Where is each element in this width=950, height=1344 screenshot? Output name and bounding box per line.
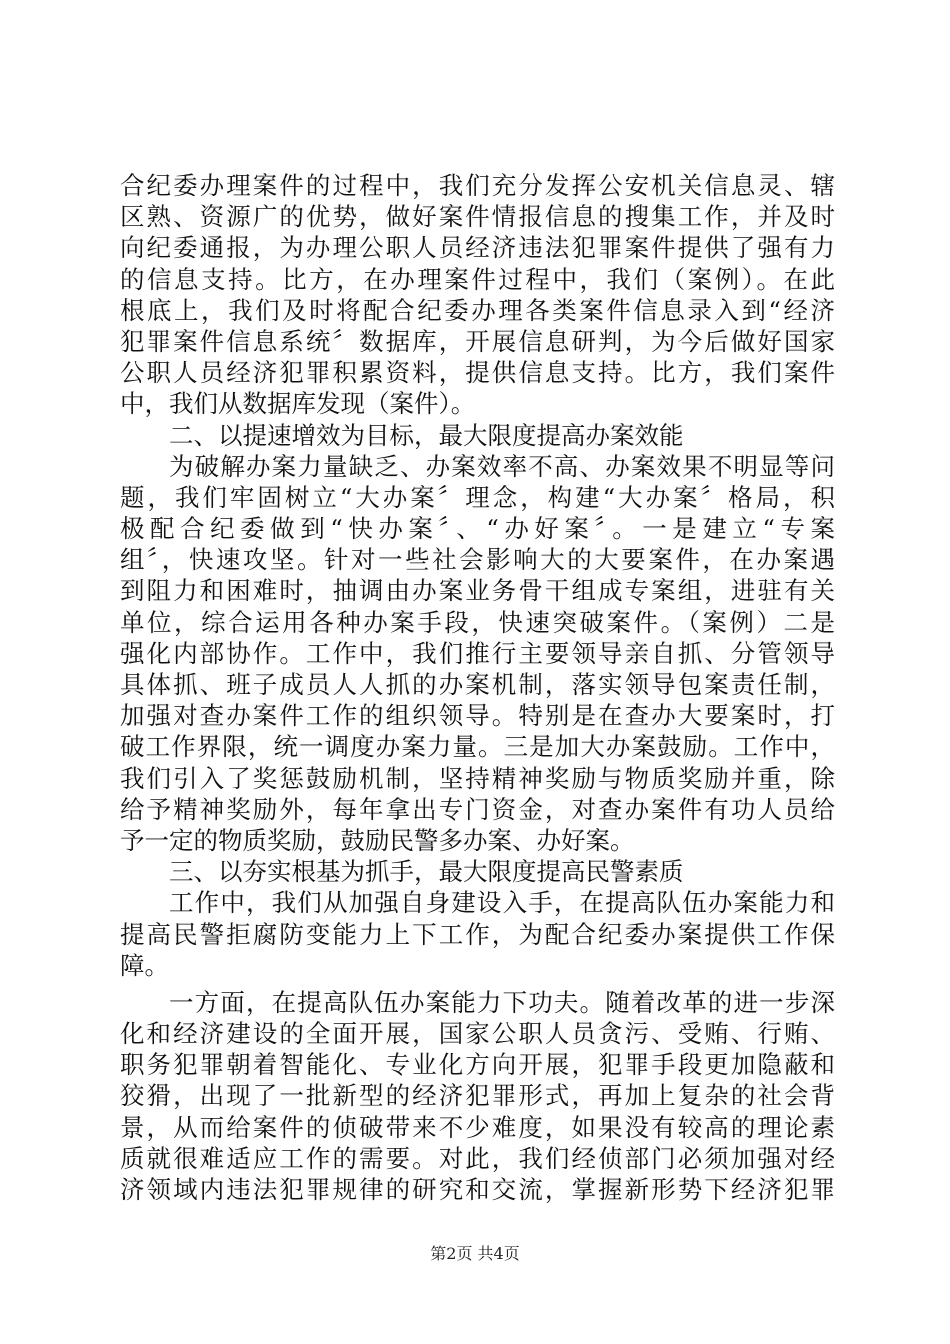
text-line: 题，我们牢固树立“大办案〞理念，构建“大办案〞格局，积 <box>120 482 835 512</box>
text-line: 职务犯罪朝着智能化、专业化方向开展，犯罪手段更加隐蔽和 <box>120 1050 835 1080</box>
text-line: 我们引入了奖惩鼓励机制，坚持精神奖励与物质奖励并重，除 <box>120 763 835 793</box>
text-line: 加强对查办案件工作的组织领导。特别是在查办大要案时，打 <box>120 701 835 731</box>
text-line: 提高民警拒腐防变能力上下工作，为配合纪委办案提供工作保 <box>120 919 835 949</box>
document-body <box>120 170 835 1205</box>
text-line: 犯罪案件信息系统〞数据库，开展信息研判，为今后做好国家 <box>120 326 835 356</box>
text-line: 到阻力和困难时，抽调由办案业务骨干组成专案组，进驻有关 <box>120 576 835 606</box>
text-line: 予一定的物质奖励，鼓励民警多办案、办好案。 <box>120 825 635 855</box>
text-line: 单位，综合运用各种办案手段，快速突破案件。（案例）二是 <box>120 607 835 637</box>
text-line: 向纪委通报，为办理公职人员经济违法犯罪案件提供了强有力 <box>120 233 835 263</box>
text-line: 工作中，我们从加强自身建设入手，在提高队伍办案能力和 <box>169 888 835 918</box>
text-line: 的信息支持。比方，在办理案件过程中，我们（案例）。在此 <box>120 264 835 294</box>
page-number-footer: 第2页 共4页 <box>430 1244 520 1263</box>
text-line: 根底上，我们及时将配合纪委办理各类案件信息录入到“经济 <box>120 295 835 325</box>
text-line: 区熟、资源广的优势，做好案件情报信息的搜集工作，并及时 <box>120 202 835 232</box>
text-line: 质就很难适应工作的需要。对此，我们经侦部门必须加强对经 <box>120 1143 835 1173</box>
text-line: 组〞，快速攻坚。针对一些社会影响大的大要案件，在办案遇 <box>120 545 835 575</box>
text-line: 极配合纪委做到“快办案〞、“办好案〞。一是建立“专案 <box>120 514 835 544</box>
text-line: 一方面，在提高队伍办案能力下功夫。随着改革的进一步深 <box>169 987 835 1017</box>
text-line: 为破解办案力量缺乏、办案效率不高、办案效果不明显等问 <box>169 451 835 481</box>
text-line: 强化内部协作。工作中，我们推行主要领导亲自抓、分管领导 <box>120 638 835 668</box>
text-line: 合纪委办理案件的过程中，我们充分发挥公安机关信息灵、辖 <box>120 171 835 200</box>
text-line: 中，我们从数据库发现（案件）。 <box>120 389 476 419</box>
text-line: 公职人员经济犯罪积累资料，提供信息支持。比方，我们案件 <box>120 358 835 388</box>
text-line: 化和经济建设的全面开展，国家公职人员贪污、受贿、行贿、 <box>120 1019 835 1049</box>
section-heading: 三、以夯实根基为抓手，最大限度提高民警素质 <box>169 857 684 887</box>
text-line: 破工作界限，统一调度办案力量。三是加大办案鼓励。工作中， <box>120 732 835 762</box>
text-line: 障。 <box>120 950 169 980</box>
text-line: 狡猾，出现了一批新型的经济犯罪形式，再加上复杂的社会背 <box>120 1081 835 1111</box>
text-line: 景，从而给案件的侦破带来不少难度，如果没有较高的理论素 <box>120 1112 835 1142</box>
text-line: 给予精神奖励外，每年拿出专门资金，对查办案件有功人员给 <box>120 794 835 824</box>
section-heading: 二、以提速增效为目标，最大限度提高办案效能 <box>169 420 684 450</box>
text-line: 具体抓、班子成员人人抓的办案机制，落实领导包案责任制， <box>120 670 835 699</box>
text-line: 济领域内违法犯罪规律的研究和交流，掌握新形势下经济犯罪 <box>120 1175 835 1204</box>
